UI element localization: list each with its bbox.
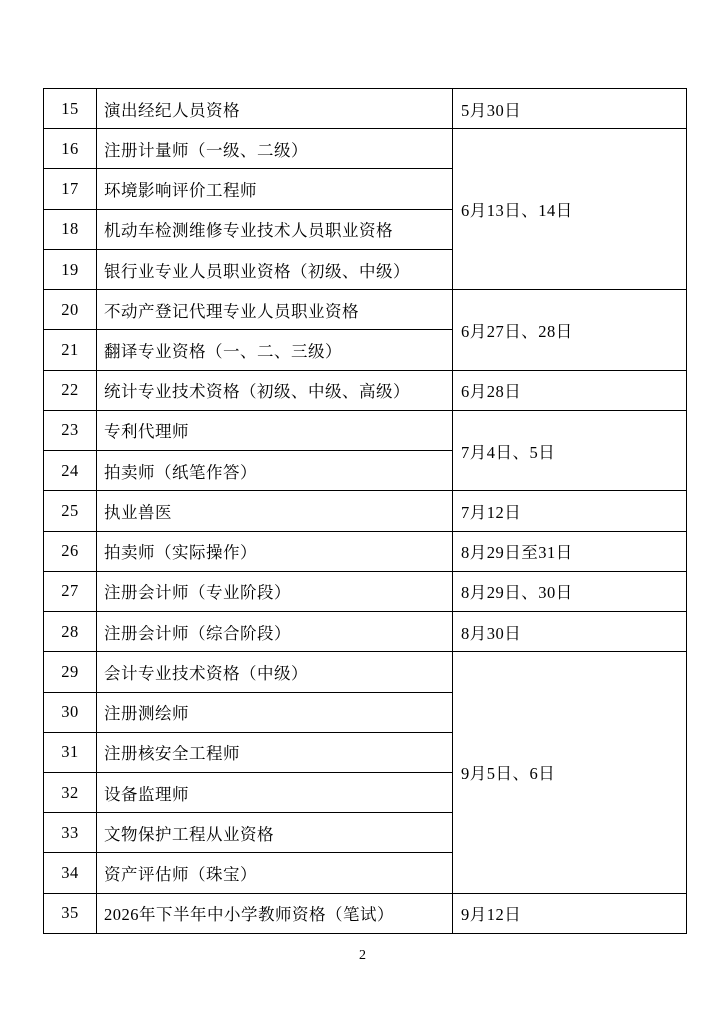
- row-number: 16: [44, 129, 97, 169]
- table-row: [44, 491, 687, 531]
- exam-name: 拍卖师（纸笔作答）: [97, 451, 453, 491]
- exam-name: 银行业专业人员职业资格（初级、中级）: [97, 249, 453, 289]
- table-row: [44, 370, 687, 410]
- row-number: 23: [44, 410, 97, 450]
- table-row: [44, 893, 687, 933]
- row-number: 22: [44, 370, 97, 410]
- row-number: 17: [44, 169, 97, 209]
- exam-name: 资产评估师（珠宝）: [97, 853, 453, 893]
- exam-name: 文物保护工程从业资格: [97, 813, 453, 853]
- exam-name: 2026年下半年中小学教师资格（笔试）: [97, 893, 453, 933]
- table-row: [44, 571, 687, 611]
- exam-date: 6月27日、28日: [453, 290, 687, 370]
- table-row: [44, 129, 687, 169]
- exam-date: 6月28日: [453, 370, 687, 410]
- exam-name: 注册核安全工程师: [97, 732, 453, 772]
- exam-name: 演出经纪人员资格: [97, 89, 453, 129]
- exam-name: 拍卖师（实际操作）: [97, 531, 453, 571]
- exam-date: 9月12日: [453, 893, 687, 933]
- exam-date: 6月13日、14日: [453, 129, 687, 290]
- row-number: 18: [44, 209, 97, 249]
- table-row: [44, 410, 687, 450]
- exam-schedule-table: [43, 88, 687, 934]
- exam-name: 注册计量师（一级、二级）: [97, 129, 453, 169]
- row-number: 26: [44, 531, 97, 571]
- exam-name: 注册测绘师: [97, 692, 453, 732]
- row-number: 35: [44, 893, 97, 933]
- exam-name: 专利代理师: [97, 410, 453, 450]
- exam-name: 注册会计师（专业阶段）: [97, 571, 453, 611]
- table-row: [44, 290, 687, 330]
- row-number: 30: [44, 692, 97, 732]
- exam-date: 8月29日、30日: [453, 571, 687, 611]
- exam-date: 8月30日: [453, 612, 687, 652]
- exam-name: 会计专业技术资格（中级）: [97, 652, 453, 692]
- row-number: 24: [44, 451, 97, 491]
- row-number: 25: [44, 491, 97, 531]
- exam-date: 8月29日至31日: [453, 531, 687, 571]
- exam-name: 注册会计师（综合阶段）: [97, 612, 453, 652]
- row-number: 20: [44, 290, 97, 330]
- row-number: 19: [44, 249, 97, 289]
- exam-name: 统计专业技术资格（初级、中级、高级）: [97, 370, 453, 410]
- exam-date: 7月12日: [453, 491, 687, 531]
- exam-name: 不动产登记代理专业人员职业资格: [97, 290, 453, 330]
- row-number: 32: [44, 772, 97, 812]
- row-number: 28: [44, 612, 97, 652]
- page-number: 2: [359, 948, 366, 963]
- table-row: [44, 652, 687, 692]
- row-number: 15: [44, 89, 97, 129]
- row-number: 21: [44, 330, 97, 370]
- exam-name: 环境影响评价工程师: [97, 169, 453, 209]
- exam-date: 9月5日、6日: [453, 652, 687, 893]
- table-row: [44, 531, 687, 571]
- row-number: 34: [44, 853, 97, 893]
- exam-date: 7月4日、5日: [453, 410, 687, 490]
- table-row: [44, 89, 687, 129]
- row-number: 27: [44, 571, 97, 611]
- exam-name: 机动车检测维修专业技术人员职业资格: [97, 209, 453, 249]
- row-number: 33: [44, 813, 97, 853]
- exam-name: 翻译专业资格（一、二、三级）: [97, 330, 453, 370]
- row-number: 29: [44, 652, 97, 692]
- exam-name: 执业兽医: [97, 491, 453, 531]
- table-row: [44, 612, 687, 652]
- exam-date: 5月30日: [453, 89, 687, 129]
- exam-name: 设备监理师: [97, 772, 453, 812]
- row-number: 31: [44, 732, 97, 772]
